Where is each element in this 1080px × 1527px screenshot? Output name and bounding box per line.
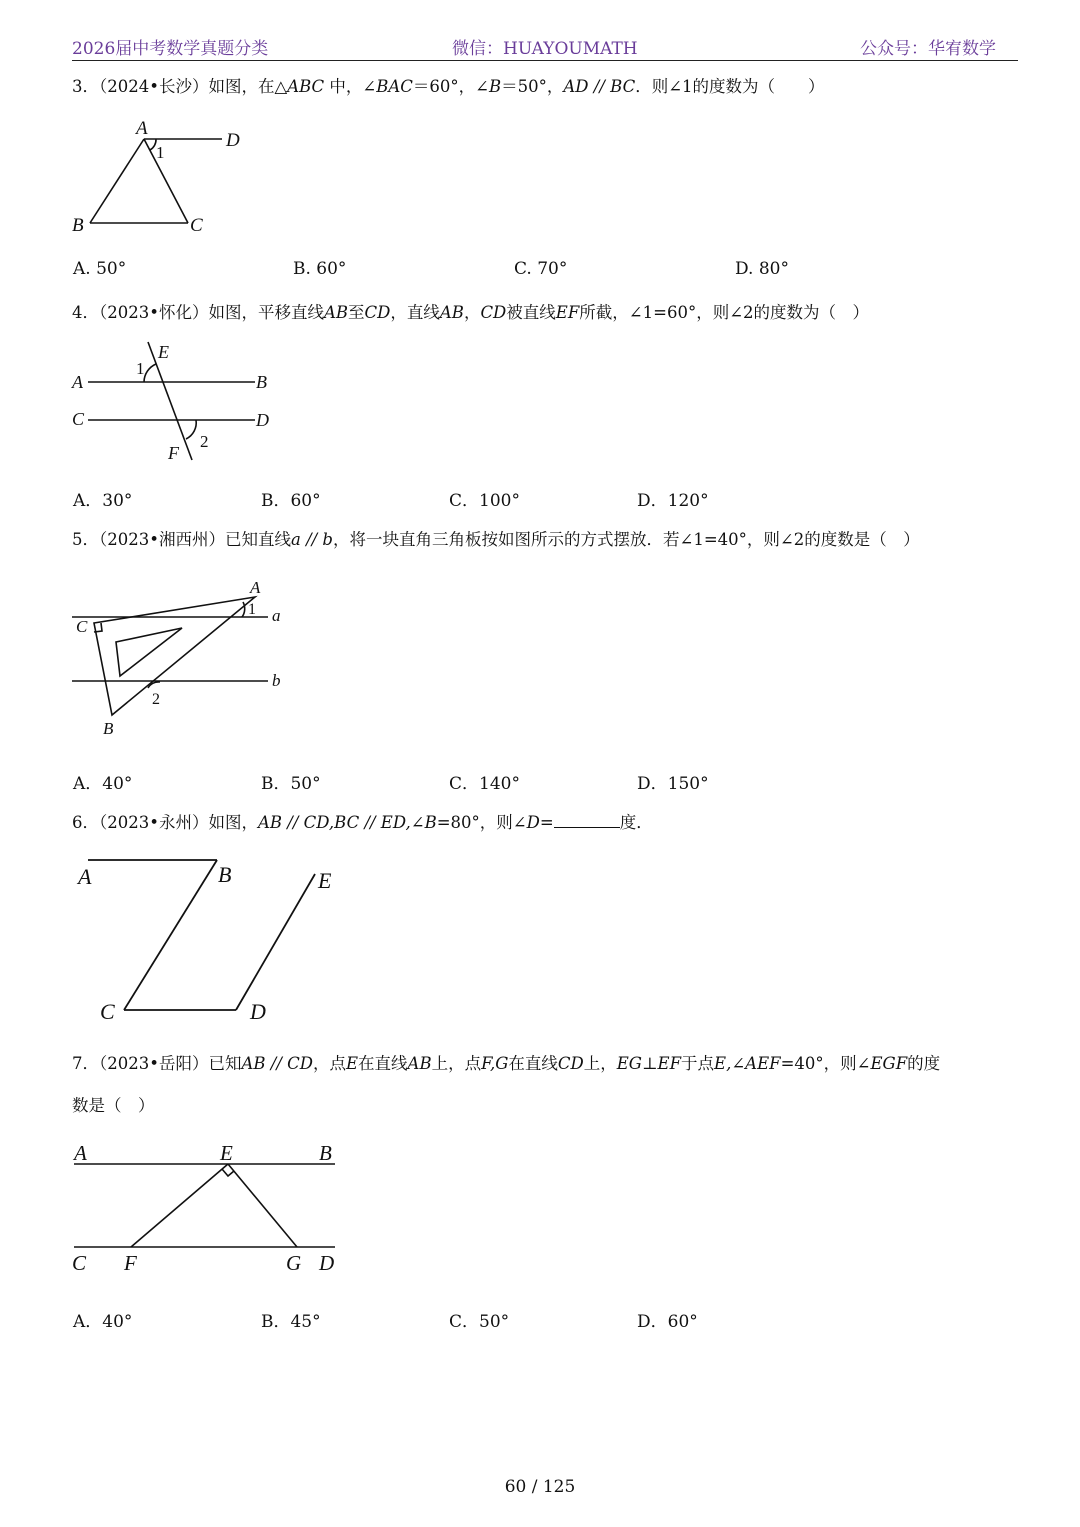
option-a[interactable]: A．40° — [73, 1312, 133, 1332]
stem-math: CD — [557, 1054, 584, 1073]
point-label-f: F — [124, 1251, 137, 1275]
stem-text: = — [539, 813, 554, 832]
segment-bc — [124, 860, 217, 1010]
point-label-b: B — [72, 215, 84, 236]
stem-text: 的度 — [907, 1054, 941, 1073]
question-6-stem — [72, 811, 653, 835]
stem-text: 如图， — [208, 813, 258, 832]
stem-text: ＝60°，∠ — [412, 77, 489, 96]
option-c[interactable]: C．100° — [449, 491, 520, 511]
option-b[interactable]: B．60° — [261, 491, 321, 511]
segment-ef — [131, 1164, 228, 1247]
option-c[interactable]: C. 70° — [514, 259, 568, 279]
stem-math: EF — [657, 1054, 682, 1073]
point-label-e: E — [318, 868, 332, 893]
point-label-a: A — [74, 1141, 87, 1165]
point-label-d: D — [319, 1251, 335, 1275]
option-b[interactable]: B．50° — [261, 774, 321, 794]
point-label-a: A — [250, 578, 261, 597]
option-a[interactable]: A．30° — [73, 491, 133, 511]
stem-text: 上， — [583, 1054, 617, 1073]
side-ab — [90, 139, 144, 223]
stem-text: ∠ — [731, 1054, 746, 1073]
side-ac — [144, 139, 188, 223]
point-label-b: B — [103, 719, 114, 738]
option-d[interactable]: D．60° — [637, 1312, 698, 1332]
stem-math: EG — [616, 1054, 642, 1073]
stem-math: BAC — [376, 77, 413, 96]
option-d[interactable]: D．150° — [637, 774, 709, 794]
stem-text: 至 — [348, 303, 365, 322]
stem-text: 于点 — [681, 1054, 715, 1073]
stem-math: AB — [407, 1054, 432, 1073]
point-label-c: C — [72, 409, 85, 429]
question-7-stem — [72, 1052, 940, 1076]
page-header — [72, 32, 1018, 61]
stem-text: 如图，在△ — [208, 77, 288, 96]
option-b[interactable]: B. 60° — [293, 259, 347, 279]
point-label-d: D — [256, 410, 269, 430]
stem-text: ，将一块直角三角板按如图所示的方式摆放．若∠1=40°，则∠2的度数是（ ） — [333, 530, 920, 549]
stem-text: ∠ — [410, 813, 425, 832]
angle-2-arc — [186, 420, 196, 439]
stem-text: 在直线 — [508, 1054, 558, 1073]
question-source: （2023•永州） — [99, 813, 209, 832]
stem-math: ABC — [287, 77, 325, 96]
point-label-b: B — [256, 372, 267, 392]
angle-label-1: 1 — [248, 601, 256, 618]
point-label-c: C — [76, 617, 88, 636]
header-account: 公众号：华宥数学 — [860, 39, 996, 59]
stem-text: 上，点 — [431, 1054, 482, 1073]
point-label-f: F — [168, 443, 179, 463]
stem-text: 度． — [619, 813, 653, 832]
option-d[interactable]: D．120° — [637, 491, 709, 511]
angle-1-arc — [144, 364, 156, 382]
question-5-stem — [72, 528, 920, 552]
stem-text: 中，∠ — [324, 77, 377, 96]
stem-math: a // b — [290, 530, 333, 549]
question-number: 7． — [72, 1054, 99, 1073]
option-a[interactable]: A. 50° — [73, 259, 127, 279]
option-b[interactable]: B．45° — [261, 1312, 321, 1332]
stem-math: E — [346, 1054, 359, 1073]
stem-math: E, — [714, 1054, 732, 1073]
stem-math: CD — [364, 303, 391, 322]
option-c[interactable]: C．50° — [449, 1312, 510, 1332]
stem-text: ， — [463, 303, 481, 322]
stem-math: F,G — [481, 1054, 509, 1073]
stem-math: AB // CD — [241, 1054, 313, 1073]
stem-math: B — [424, 813, 437, 832]
option-d[interactable]: D. 80° — [735, 259, 789, 279]
point-label-a: A — [136, 118, 148, 139]
stem-math: EF — [555, 303, 580, 322]
set-square-inner — [116, 628, 182, 676]
question-5-figure — [60, 572, 300, 742]
stem-math: D — [526, 813, 540, 832]
point-label-e: E — [158, 342, 169, 362]
line-label-b: b — [272, 671, 281, 690]
question-number: 3． — [72, 77, 99, 96]
question-source: （2023•怀化） — [99, 303, 209, 322]
point-label-b: B — [319, 1141, 332, 1165]
page-number: 60 / 125 — [504, 1477, 576, 1497]
option-c[interactable]: C．140° — [449, 774, 520, 794]
question-source: （2023•岳阳） — [99, 1054, 209, 1073]
stem-math: AD // BC — [563, 77, 636, 96]
point-label-c: C — [100, 999, 115, 1024]
segment-de — [236, 874, 315, 1010]
stem-text: ⊥ — [642, 1054, 658, 1073]
angle-label-2: 2 — [200, 432, 209, 451]
stem-text: ，点 — [313, 1054, 346, 1073]
point-label-d: D — [250, 999, 266, 1024]
stem-math: B — [489, 77, 502, 96]
stem-math: EGF — [870, 1054, 908, 1073]
question-number: 4． — [72, 303, 99, 322]
answer-blank[interactable] — [554, 813, 620, 828]
stem-text: 被直线 — [506, 303, 556, 322]
question-number: 6． — [72, 813, 99, 832]
line-label-a: a — [272, 606, 281, 625]
stem-math: AB — [439, 303, 464, 322]
question-7-figure — [60, 1138, 360, 1278]
angle-label-1: 1 — [156, 143, 165, 162]
question-7-stem-line2: 数是（ ） — [72, 1096, 155, 1115]
question-3-stem — [72, 75, 825, 99]
point-label-g: G — [286, 1251, 302, 1275]
point-label-c: C — [190, 215, 203, 236]
stem-text: ．则∠1的度数为（ ） — [635, 77, 825, 96]
question-4-figure — [60, 334, 290, 468]
stem-text: ，直线 — [390, 303, 440, 322]
question-source: （2023•湘西州） — [99, 530, 225, 549]
header-title: 2026届中考数学真题分类 — [72, 39, 269, 59]
stem-text: 已知 — [208, 1054, 242, 1073]
angle-label-2: 2 — [152, 691, 160, 708]
option-a[interactable]: A．40° — [73, 774, 133, 794]
angle-1-arc — [242, 602, 245, 617]
point-label-a: A — [72, 372, 83, 392]
stem-text: 如图，平移直线 — [208, 303, 324, 322]
segment-eg — [228, 1164, 297, 1247]
stem-text: 所截，∠1=60°，则∠2的度数为（ ） — [579, 303, 870, 322]
stem-math: AB — [323, 303, 349, 322]
question-number: 5． — [72, 530, 99, 549]
stem-math: CD — [480, 303, 507, 322]
point-label-b: B — [218, 862, 232, 887]
question-3-figure — [60, 112, 280, 242]
stem-text: =80°，则∠ — [436, 813, 527, 832]
question-6-figure — [60, 848, 360, 1028]
point-label-d: D — [226, 130, 240, 151]
stem-math: AEF — [745, 1054, 781, 1073]
header-wechat: 微信：HUAYOUMATH — [452, 39, 638, 59]
question-source: （2024•长沙） — [99, 77, 209, 96]
question-4-stem — [72, 301, 869, 325]
point-label-e: E — [220, 1141, 233, 1165]
stem-text: 在直线 — [358, 1054, 408, 1073]
stem-text: 已知直线 — [224, 530, 291, 549]
stem-math: AB // CD,BC // ED, — [257, 813, 411, 832]
point-label-c: C — [72, 1251, 87, 1275]
angle-label-1: 1 — [136, 359, 145, 378]
stem-text: ＝50°， — [501, 77, 564, 96]
point-label-a: A — [78, 864, 92, 889]
stem-text: =40°，则∠ — [780, 1054, 871, 1073]
